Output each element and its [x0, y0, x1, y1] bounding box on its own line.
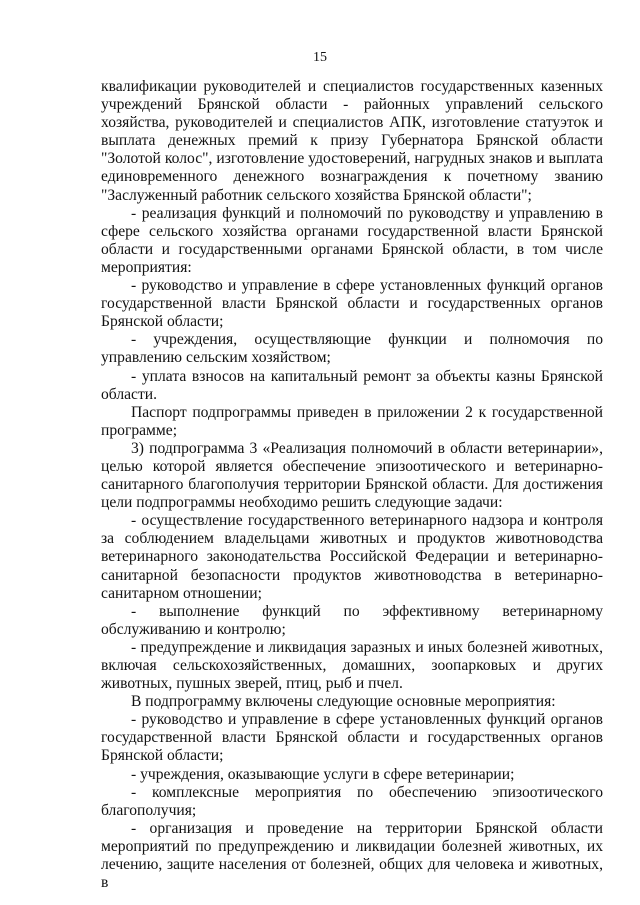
paragraph: - уплата взносов на капитальный ремонт за объекты казны Брянской области.: [101, 367, 603, 403]
paragraph: - руководство и управление в сфере установленных функций органов государственной власти Брянской области и государственных органов Брянской области;: [101, 711, 603, 765]
page-number: 15: [313, 50, 327, 65]
paragraph: - реализация функций и полномочий по руководству и управлению в сфере сельского хозяйства органами государственной власти Брянской области и государственными органами Брянской области, в том числе мероприятия:: [101, 204, 603, 276]
paragraph: Паспорт подпрограммы приведен в приложении 2 к государственной программе;: [101, 403, 603, 439]
paragraph: - комплексные мероприятия по обеспечению эпизоотического благополучия;: [101, 783, 603, 819]
paragraph: - осуществление государственного ветеринарного надзора и контроля за соблюдением владельцами животных и продуктов животноводства ветеринарного законодательства Российской Федерации и ветеринарно-санитарной безопасности продуктов животноводства в ветеринарно-санитарном отношении;: [101, 512, 603, 602]
paragraph: - организация и проведение на территории Брянской области мероприятий по предупреждению и ликвидации болезней животных, их лечению, защите населения от болезней, общих для человека и животных, в: [101, 819, 603, 892]
paragraph: 3) подпрограмма 3 «Реализация полномочий в области ветеринарии», целью которой является обеспечение эпизоотического и ветеринарно-санитарного благополучия территории Брянской области. Для достижения цели подпрограммы необходимо решить следующие задачи:: [101, 439, 603, 512]
paragraph: - предупреждение и ликвидация заразных и иных болезней животных, включая сельскохозяйственных, домашних, зоопарковых и других животных, пушных зверей, птиц, рыб и пчел.: [101, 638, 603, 693]
paragraph: - учреждения, осуществляющие функции и полномочия по управлению сельским хозяйством;: [101, 331, 603, 367]
paragraph: квалификации руководителей и специалистов государственных казенных учреждений Брянской области - районных управлений сельского хозяйства, руководителей и специалистов АПК, изготовление статуэток и выплата денежных премий к призу Губернатора Брянской области "Золотой колос", изготовление удостоверений, нагрудных знаков и выплата единовременного денежного вознаграждения к почетному званию "Заслуженный работник сельского хозяйства Брянской области";: [101, 78, 603, 204]
paragraph: В подпрограмму включены следующие основные мероприятия:: [131, 693, 556, 711]
document-body: [101, 78, 603, 892]
paragraph: - учреждения, оказывающие услуги в сфере ветеринарии;: [131, 765, 515, 783]
paragraph: - выполнение функций по эффективному ветеринарному обслуживанию и контролю;: [101, 602, 603, 638]
paragraph: - руководство и управление в сфере установленных функций органов государственной власти Брянской области и государственных органов Брянской области;: [101, 277, 603, 331]
